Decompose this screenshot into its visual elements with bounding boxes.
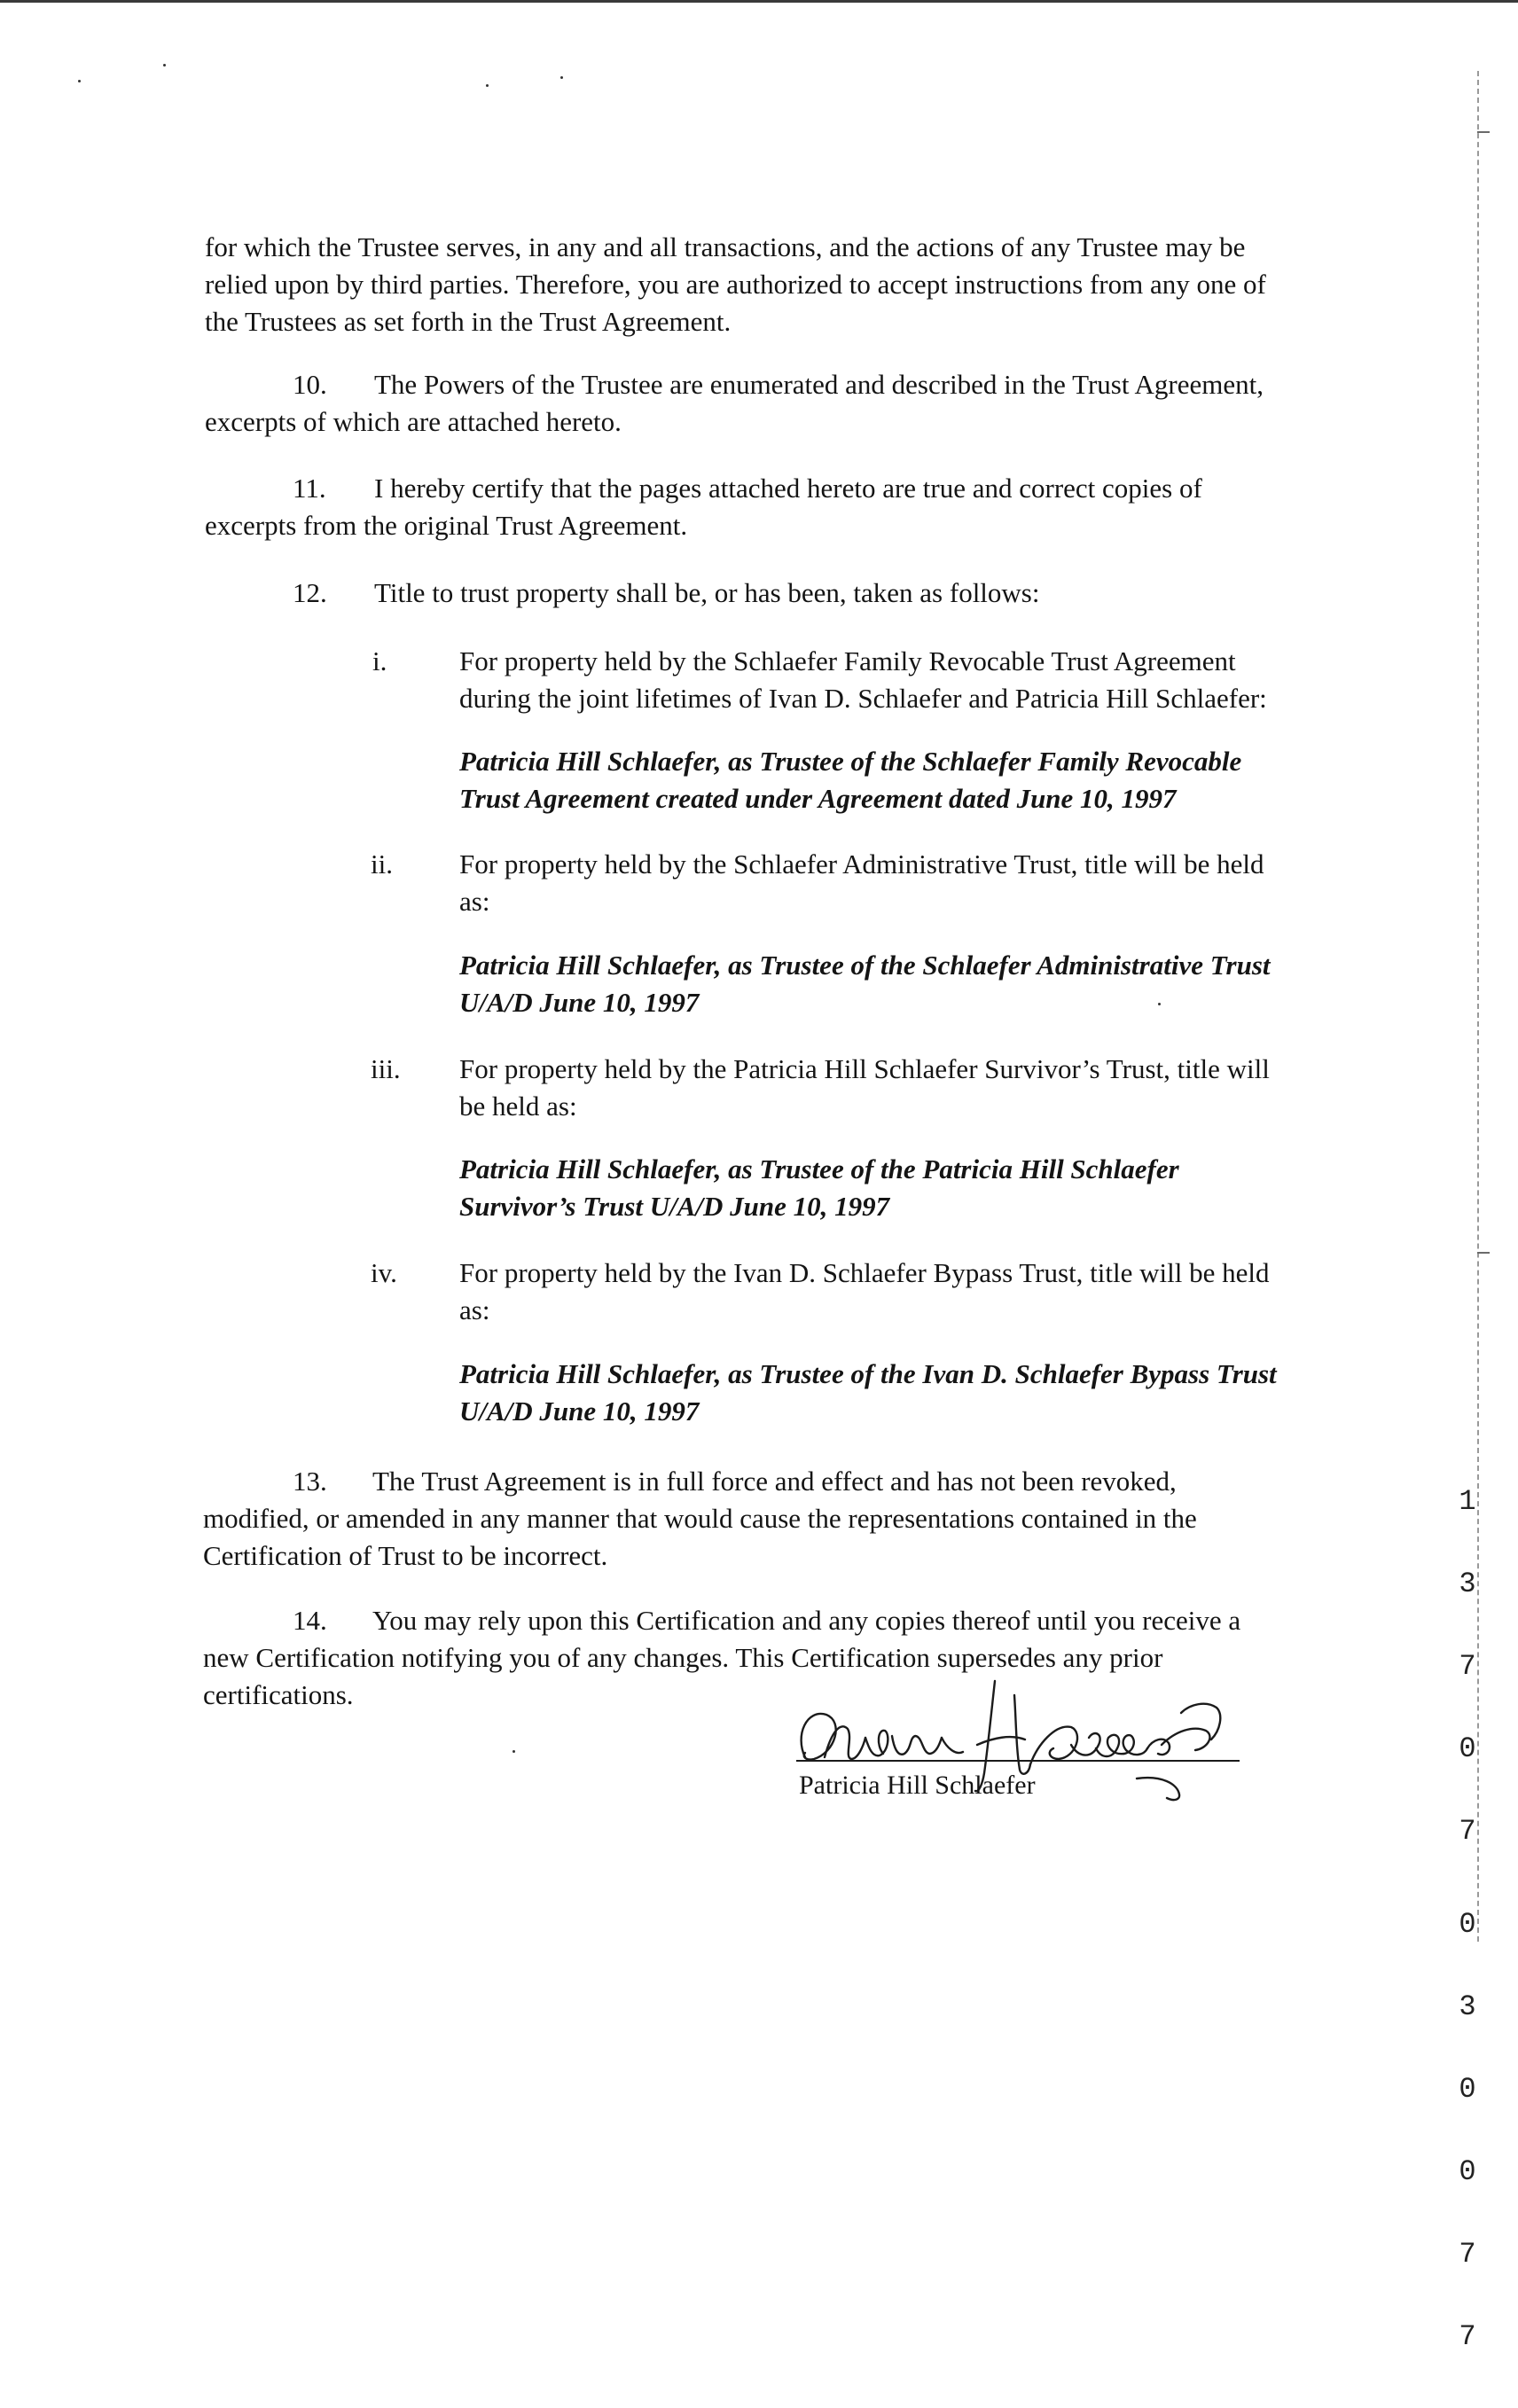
signature-line [796,1760,1240,1762]
paragraph-10-line: The Powers of the Trustee are enumerated and described in the Trust Agreement, [374,369,1264,400]
item-line: as: [459,886,490,917]
paragraph-14-line: certifications. [203,1679,354,1710]
paragraph-14-line: new Certification notifying you of any changes. This Certification supersedes any prior [203,1642,1163,1673]
item-line: For property held by the Schlaefer Family Revocable Trust Agreement [459,645,1236,676]
title-line: Patricia Hill Schlaefer, as Trustee of the Ivan D. Schlaefer Bypass Trust [459,1358,1277,1389]
item-line: For property held by the Ivan D. Schlaefer Bypass Trust, title will be held [459,1257,1270,1288]
scan-speck [486,84,489,87]
item-line: during the joint lifetimes of Ivan D. Schlaefer and Patricia Hill Schlaefer: [459,683,1267,714]
title-holding [459,1151,1179,1225]
margin-scan-tick [1477,131,1490,133]
scan-speck [163,64,166,66]
title-line: U/A/D June 10, 1997 [459,1396,700,1427]
paragraph-line: the Trustees as set forth in the Trust Agreement. [205,306,732,337]
bates-digit: 7 [1459,1650,1476,1683]
title-line: U/A/D June 10, 1997 [459,987,700,1018]
paragraph-10-number: 10. [293,369,327,400]
title-holding [459,1356,1277,1430]
item-marker: i. [372,645,387,676]
paragraph-line: for which the Trustee serves, in any and all transactions, and the actions of any Trustee may be [205,231,1246,262]
bates-digit: 7 [1459,1815,1476,1848]
bates-digit: 1 [1459,1485,1476,1518]
paragraph-13-line: Certification of Trust to be incorrect. [203,1540,608,1571]
bates-stamp [1454,1433,1481,2405]
item-line: be held as: [459,1091,577,1122]
bates-digit: 0 [1459,1908,1476,1941]
scan-speck [78,80,81,82]
item-line: For property held by the Patricia Hill Schlaefer Survivor’s Trust, title will [459,1053,1270,1084]
item-text [459,1255,1270,1329]
bates-digit: 0 [1459,1732,1476,1765]
bates-digit: 3 [1459,1990,1476,2023]
signer-name: Patricia Hill Schlaefer [799,1771,1036,1800]
item-marker: ii. [371,848,393,880]
item-marker: iii. [371,1053,401,1084]
bates-digit: 7 [1459,2320,1476,2353]
title-line: Survivor’s Trust U/A/D June 10, 1997 [459,1191,890,1222]
paragraph-13-number: 13. [293,1466,327,1497]
title-line: Trust Agreement created under Agreement dated June 10, 1997 [459,783,1177,814]
paragraph-10-line: excerpts of which are attached hereto. [205,406,622,437]
paragraph-14-line: You may rely upon this Certification and any copies thereof until you receive a [372,1605,1241,1636]
paragraph-11-line: I hereby certify that the pages attached hereto are true and correct copies of [374,473,1202,504]
item-line: For property held by the Schlaefer Administrative Trust, title will be held [459,848,1264,880]
paragraph-11-number: 11. [293,473,326,504]
title-line: Patricia Hill Schlaefer, as Trustee of the Patricia Hill Schlaefer [459,1153,1179,1184]
title-line: Patricia Hill Schlaefer, as Trustee of the Schlaefer Family Revocable [459,746,1242,777]
paragraph-12-line: Title to trust property shall be, or has been, taken as follows: [374,577,1040,608]
item-text [459,643,1267,717]
paragraph-13-line: The Trust Agreement is in full force and effect and has not been revoked, [372,1466,1177,1497]
paragraph-14-number: 14. [293,1605,327,1636]
item-line: as: [459,1294,490,1325]
title-line: Patricia Hill Schlaefer, as Trustee of the Schlaefer Administrative Trust [459,950,1271,981]
paragraph-11-line: excerpts from the original Trust Agreement. [205,510,688,541]
paragraph-9-continuation [205,229,1266,340]
scan-speck [513,1750,515,1753]
margin-scan-tick [1477,1252,1490,1254]
bates-digit: 7 [1459,2238,1476,2271]
scan-top-edge [0,0,1518,3]
paragraph-line: relied upon by third parties. Therefore, you are authorized to accept instructions from any one of [205,269,1266,300]
item-text [459,1051,1270,1125]
bates-digit: 3 [1459,1568,1476,1600]
paragraph-12-number: 12. [293,577,327,608]
bates-digit: 0 [1459,2073,1476,2106]
item-text [459,846,1264,920]
bates-digit: 0 [1459,2155,1476,2188]
title-holding [459,947,1271,1021]
item-marker: iv. [371,1257,397,1288]
scan-speck [560,76,563,79]
title-holding [459,743,1241,817]
paragraph-13-line: modified, or amended in any manner that would cause the representations contained in the [203,1503,1197,1534]
